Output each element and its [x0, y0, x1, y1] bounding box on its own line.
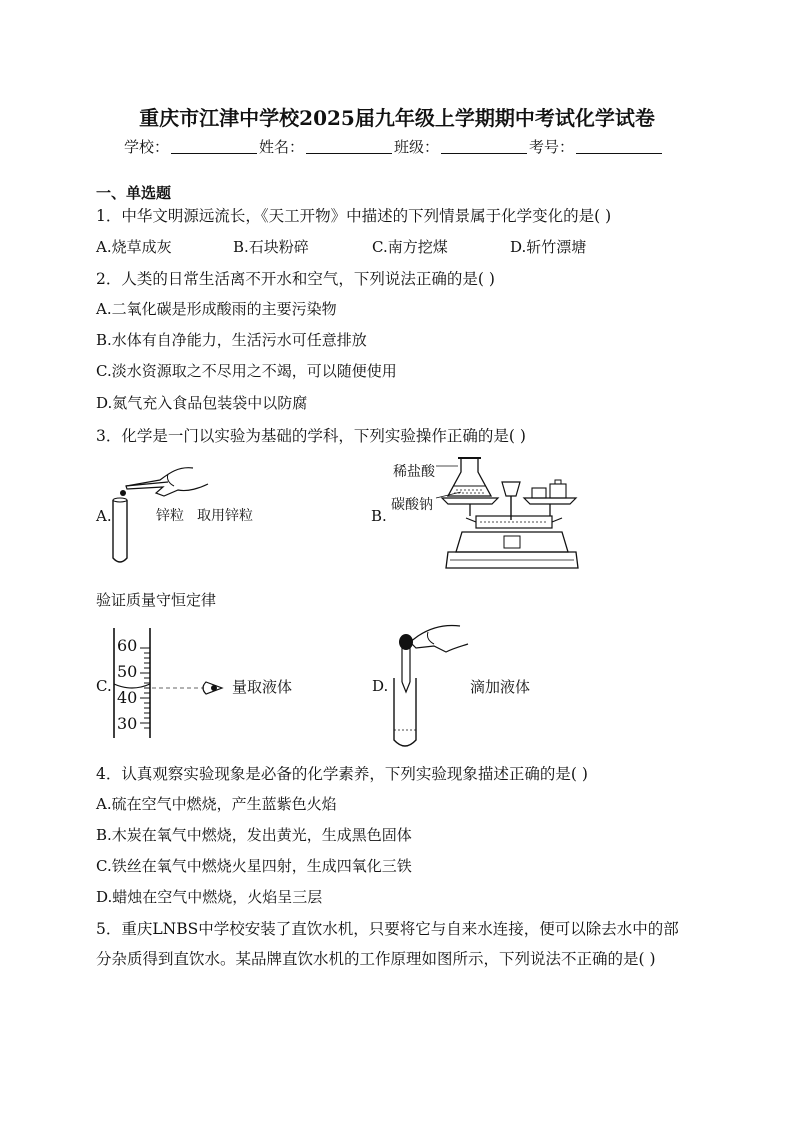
- question-1-option-b[interactable]: B.石块粉碎: [233, 238, 309, 256]
- question-1-option-d[interactable]: D.斩竹漂塘: [510, 238, 587, 256]
- class-label: 班级：: [394, 138, 440, 156]
- question-2-option-a[interactable]: A.二氧化碳是形成酸雨的主要污染物: [96, 300, 337, 318]
- question-3-option-b-letter[interactable]: B.: [371, 507, 387, 525]
- school-field[interactable]: [171, 152, 257, 154]
- name-label: 姓名：: [259, 138, 305, 156]
- question-5-stem-line-1: 5．重庆LNBS中学校安装了直饮水机，只要将它与自来水连接，便可以除去水中的部: [96, 920, 679, 938]
- carbonate-label: 碳酸钠: [391, 497, 433, 513]
- question-5-stem-line-2: 分杂质得到直饮水。某品牌直饮水机的工作原理如图所示，下列说法不正确的是( ): [96, 950, 656, 968]
- section-heading: 一、单选题: [96, 184, 172, 202]
- number-field[interactable]: [576, 152, 662, 154]
- question-1-option-a[interactable]: A.烧草成灰: [96, 238, 172, 256]
- cylinder-tick-60: 60: [117, 636, 138, 655]
- dropper-test-tube-figure: [388, 618, 468, 752]
- question-2-stem: 2．人类的日常生活离不开水和空气，下列说法正确的是( ): [96, 270, 495, 288]
- question-4-option-b[interactable]: B.木炭在氧气中燃烧，发出黄光，生成黑色固体: [96, 826, 412, 844]
- class-field[interactable]: [441, 152, 527, 154]
- student-info-row: [124, 136, 664, 157]
- cylinder-tick-40: 40: [117, 688, 138, 707]
- question-3-stem: 3．化学是一门以实验为基础的学科，下列实验操作正确的是( ): [96, 427, 526, 445]
- question-2-option-d[interactable]: D.氮气充入食品包装袋中以防腐: [96, 394, 308, 412]
- question-3-option-b-caption: 验证质量守恒定律: [96, 591, 217, 609]
- balance-figure: [436, 452, 580, 578]
- name-field[interactable]: [306, 152, 392, 154]
- cylinder-tick-50: 50: [117, 662, 138, 681]
- zinc-label: 锌粒: [156, 508, 184, 524]
- question-4-option-a[interactable]: A.硫在空气中燃烧，产生蓝紫色火焰: [96, 795, 337, 813]
- acid-label: 稀盐酸: [393, 464, 435, 480]
- cylinder-tick-30: 30: [117, 714, 138, 733]
- question-3-option-d-caption: 滴加液体: [470, 678, 531, 696]
- question-2-option-b[interactable]: B.水体有自净能力，生活污水可任意排放: [96, 331, 367, 349]
- question-4-option-c[interactable]: C.铁丝在氧气中燃烧火星四射，生成四氧化三铁: [96, 857, 412, 875]
- page-title: 重庆市江津中学校2025届九年级上学期期中考试化学试卷: [139, 106, 655, 130]
- question-3-option-a-letter[interactable]: A.: [96, 507, 112, 525]
- question-4-stem: 4．认真观察实验现象是必备的化学素养，下列实验现象描述正确的是( ): [96, 765, 588, 783]
- question-1-stem: 1．中华文明源远流长，《天工开物》中描述的下列情景属于化学变化的是( ): [96, 207, 612, 225]
- number-label: 考号：: [529, 138, 575, 156]
- question-3-option-d-letter[interactable]: D.: [372, 677, 389, 695]
- question-2-option-c[interactable]: C.淡水资源取之不尽用之不竭，可以随便使用: [96, 362, 397, 380]
- question-3-option-c-letter[interactable]: C.: [96, 677, 112, 695]
- question-3-option-c-caption: 量取液体: [232, 678, 293, 696]
- question-4-option-d[interactable]: D.蜡烛在空气中燃烧，火焰呈三层: [96, 888, 323, 906]
- question-1-option-c[interactable]: C.南方挖煤: [372, 238, 448, 256]
- school-label: 学校：: [124, 138, 170, 156]
- question-3-option-a-caption: 取用锌粒: [197, 508, 253, 524]
